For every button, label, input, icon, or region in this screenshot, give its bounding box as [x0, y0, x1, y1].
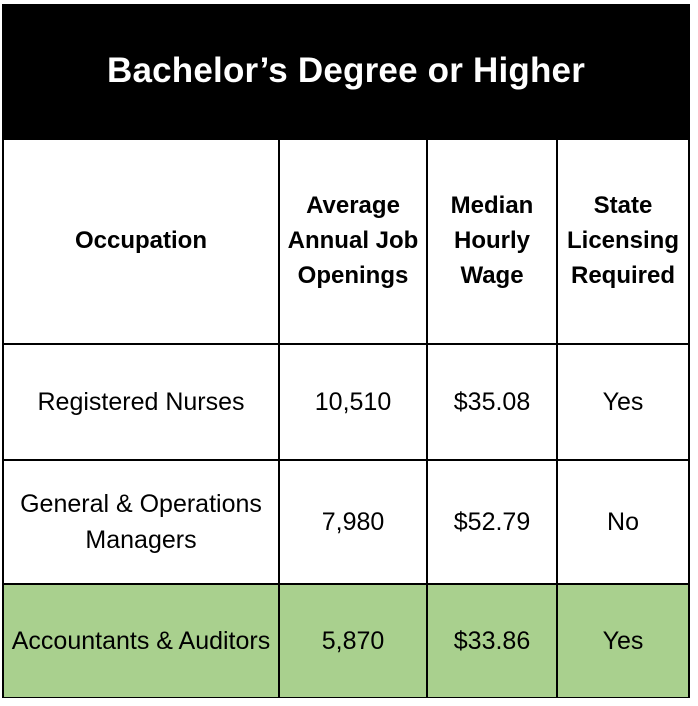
openings-cell: 7,980 — [279, 460, 427, 584]
occupation-cell: Registered Nurses — [4, 344, 279, 460]
wage-cell: $33.86 — [427, 584, 557, 697]
openings-cell: 10,510 — [279, 344, 427, 460]
wage-cell: $52.79 — [427, 460, 557, 584]
table-row — [4, 460, 688, 584]
wage-cell: $35.08 — [427, 344, 557, 460]
occupation-cell: Accountants & Auditors — [4, 584, 279, 697]
table-row — [4, 584, 688, 697]
occupation-table-card — [2, 4, 690, 698]
column-header-occupation: Occupation — [4, 140, 279, 344]
table-title: Bachelor’s Degree or Higher — [106, 51, 586, 90]
occupation-cell: General & Operations Managers — [4, 460, 279, 584]
openings-cell: 5,870 — [279, 584, 427, 697]
header-row — [4, 140, 688, 344]
licensing-cell: No — [557, 460, 688, 584]
title-bar — [4, 6, 688, 140]
table-row — [4, 344, 688, 460]
column-header-wage: Median Hourly Wage — [427, 140, 557, 344]
licensing-cell: Yes — [557, 344, 688, 460]
column-header-openings: Average Annual Job Openings — [279, 140, 427, 344]
occupation-table — [4, 140, 688, 697]
column-header-licensing: State Licensing Required — [557, 140, 688, 344]
licensing-cell: Yes — [557, 584, 688, 697]
